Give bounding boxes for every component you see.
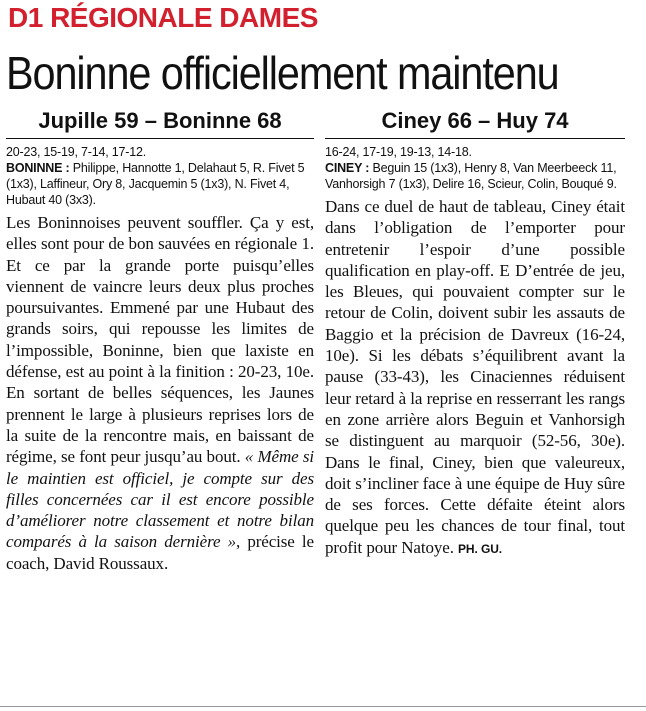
- match-stats-right: [325, 144, 625, 192]
- quarter-scores-right: 16-24, 17-19, 19-13, 14-18.: [325, 145, 472, 159]
- score-heading-right: Ciney 66 – Huy 74: [381, 108, 569, 133]
- quote-attribution: , précise le coach, David Roussaux.: [6, 532, 314, 573]
- article-body-right: [325, 196, 625, 560]
- quarter-scores-left: 20-23, 15-19, 7-14, 17-12.: [6, 145, 147, 159]
- players-right: Beguin 15 (1x3), Henry 8, Van Meerbeeck 11, Vanhorsigh 7 (1x3), Delire 16, Scieur, Colin, Bouqué 9.: [325, 161, 617, 191]
- team-name-right: CINEY :: [325, 161, 370, 175]
- article-body-left: [6, 212, 314, 574]
- article-column-right: [325, 106, 625, 560]
- byline: PH. GU.: [458, 541, 503, 556]
- team-name-left: BONINNE :: [6, 161, 70, 175]
- article-column-left: [6, 106, 314, 574]
- match-stats-left: [6, 144, 314, 208]
- section-kicker: D1 RÉGIONALE DAMES: [8, 2, 318, 33]
- lineup-left: [6, 160, 314, 208]
- bottom-divider: [0, 706, 646, 707]
- score-rule-left: [6, 138, 314, 139]
- body-text-left: Les Boninnoises peuvent souffler. Ça y est, elles sont pour de bon sauvées en régionale 1. Et ce par la grande porte puisqu’elles viennent de vaincre leurs deux plus proches poursuivantes. Emmené par une Hubaut des grands soirs, qui repousse les limites de l’impossible, Boninne, bien que laxiste en défense, est au point à la finition : 20-23, 10e. En sortant de belles séquences, les Jaunes prennent le large à plusieurs reprises lors de la suite de la rencontre mais, en baissant de régime, se font peur jusqu’au bout.: [6, 213, 314, 467]
- headline: Boninne officiellement maintenu: [6, 47, 559, 99]
- coach-quote: « Même si le maintien est officiel, je compte sur des filles concernées car il est encore possible d’améliorer notre classement et notre bilan comparés à la saison dernière »: [6, 447, 314, 552]
- body-text-right: Dans ce duel de haut de tableau, Ciney était dans l’obligation de l’emporter pour entretenir l’espoir d’une possible qualification en play-off. E D’entrée de jeu, les Bleues, qui pouvaient compter sur le retour de Colin, doivent subir les assauts de Baggio et la précision de Davreux (16-24, 10e). Si les débats s’équilibrent avant la pause (33-43), les Cinaciennes réduisent leur retard à la reprise en resserrant les rangs en zone arrière alors Beguin et Vanhorsigh se distinguent au marquoir (52-56, 30e). Dans le final, Ciney, bien que valeureux, doit s’incliner face à une équipe de Huy sûre de ses forces. Cette défaite éteint alors quelque peu les chances de tour final, tout profit pour Natoye.: [325, 197, 625, 557]
- lineup-right: [325, 160, 625, 192]
- score-heading-left: Jupille 59 – Boninne 68: [38, 108, 282, 133]
- players-left: Philippe, Hannotte 1, Delahaut 5, R. Fivet 5 (1x3), Laffineur, Ory 8, Jacquemin 5 (1x3), N. Fivet 4, Hubaut 40 (3x3).: [6, 161, 305, 207]
- score-rule-right: [325, 138, 625, 139]
